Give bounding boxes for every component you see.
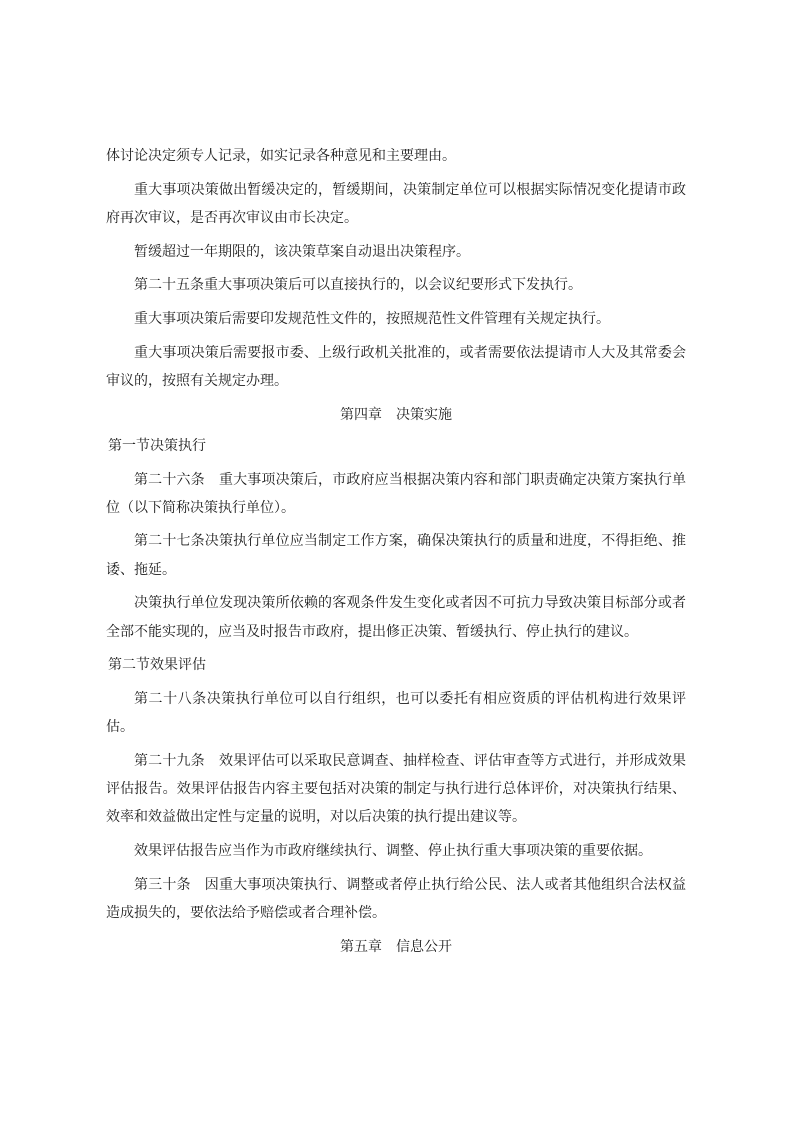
paragraph: 重大事项决策做出暂缓决定的，暂缓期间，决策制定单位可以根据实际情况变化提请市政府再次审议，是否再次审议由市长决定。 [106,181,686,226]
paragraph: 重大事项决策后需要报市委、上级行政机关批准的，或者需要依法提请市人大及其常委会审议的，按照有关规定办理。 [106,344,686,389]
chapter-heading-5: 第五章 信息公开 [340,938,452,955]
chapter-heading-4: 第四章 决策实施 [340,406,452,423]
article-27: 第二十七条决策执行单位应当制定工作方案，确保决策执行的质量和进度，不得拒绝、推诿、拖延。 [106,533,686,578]
paragraph: 暂缓超过一年期限的，该决策草案自动退出决策程序。 [134,243,470,260]
section-heading-1: 第一节决策执行 [108,437,206,454]
article-25: 第二十五条重大事项决策后可以直接执行的，以会议纪要形式下发执行。 [134,277,582,294]
document-body [106,142,686,964]
paragraph: 决策执行单位发现决策所依赖的客观条件发生变化或者因不可抗力导致决策目标部分或者全部不能实现的，应当及时报告市政府，提出修正决策、暂缓执行、停止执行的建议。 [106,595,686,640]
section-heading-2: 第二节效果评估 [108,657,206,674]
article-30: 第三十条 因重大事项决策执行、调整或者停止执行给公民、法人或者其他组织合法权益造成损失的，要依法给予赔偿或者合理补偿。 [106,876,686,921]
article-29: 第二十九条 效果评估可以采取民意调查、抽样检查、评估审查等方式进行，并形成效果评估报告。效果评估报告内容主要包括对决策的制定与执行进行总体评价，对决策执行结果、效率和效益做出定性与定量的说明，对以后决策的执行提出建议等。 [106,752,686,826]
paragraph: 体讨论决定须专人记录，如实记录各种意见和主要理由。 [106,148,456,164]
paragraph: 效果评估报告应当作为市政府继续执行、调整、停止执行重大事项决策的重要依据。 [134,842,652,859]
article-26: 第二十六条 重大事项决策后，市政府应当根据决策内容和部门职责确定决策方案执行单位（以下简称决策执行单位）。 [106,471,686,516]
article-28: 第二十八条决策执行单位可以自行组织，也可以委托有相应资质的评估机构进行效果评估。 [106,690,686,736]
paragraph: 重大事项决策后需要印发规范性文件的，按照规范性文件管理有关规定执行。 [134,311,610,328]
